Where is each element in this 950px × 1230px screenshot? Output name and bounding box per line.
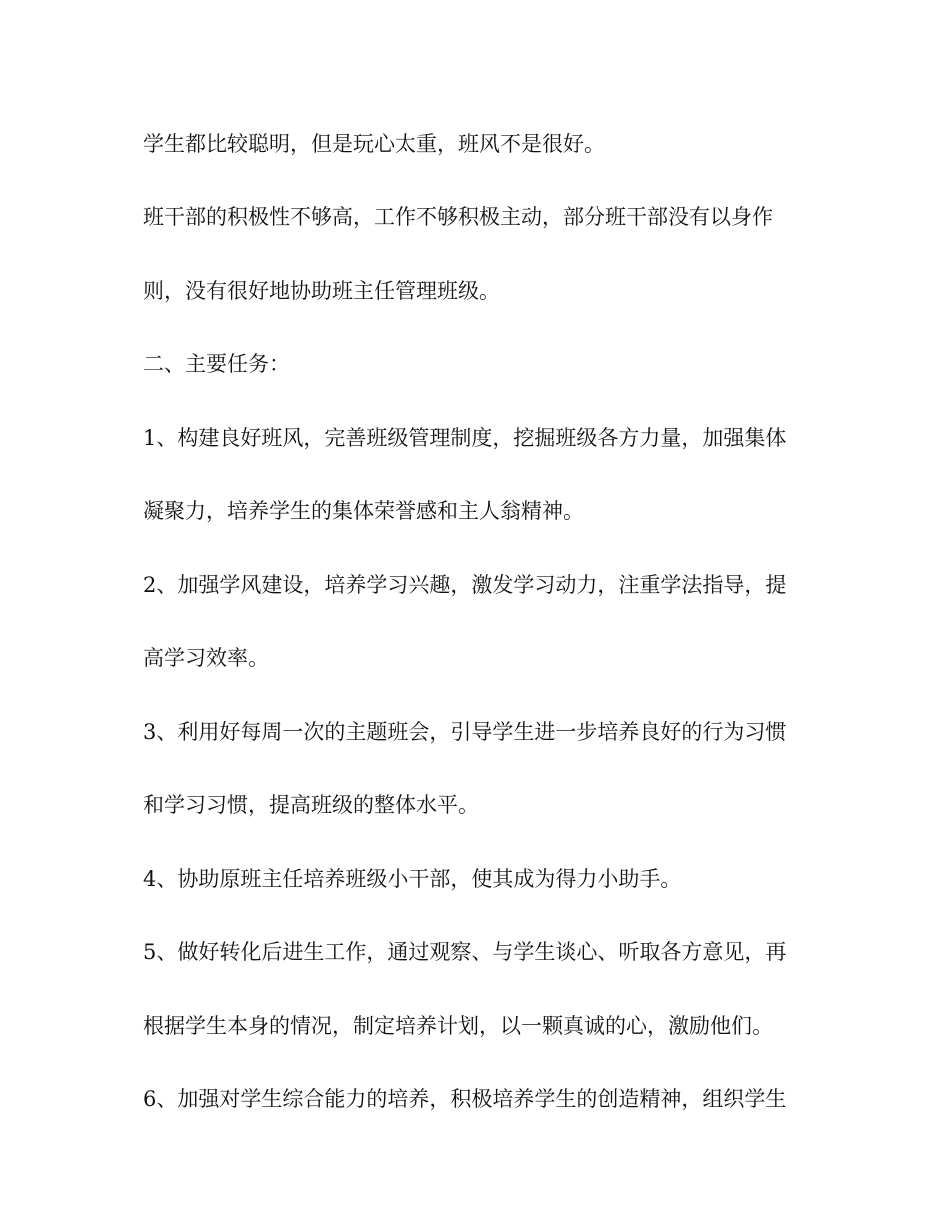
list-item-text: 6、加强对学生综合能力的培养，积极培养学生的创造精神，组织学生 (143, 1087, 787, 1111)
list-item-text: 根据学生本身的情况，制定培养计划，以一颗真诚的心，激励他们。 (143, 1014, 773, 1038)
list-item-text: 凝聚力，培养学生的集体荣誉感和主人翁精神。 (143, 499, 584, 523)
list-item-text: 4、协助原班主任培养班级小干部，使其成为得力小助手。 (143, 867, 682, 891)
list-item-text: 5、做好转化后进生工作，通过观察、与学生谈心、听取各方意见，再 (143, 940, 787, 964)
list-item-text: 1、构建良好班风，完善班级管理制度，挖掘班级各方力量，加强集体 (143, 426, 787, 450)
text-line: 则，没有很好地协助班主任管理班级。 (143, 279, 500, 303)
section-heading: 二、主要任务： (143, 352, 290, 376)
list-item-text: 高学习效率。 (143, 646, 269, 670)
list-item-text: 2、加强学风建设，培养学习兴趣，激发学习动力，注重学法指导，提 (143, 573, 787, 597)
text-line: 学生都比较聪明，但是玩心太重，班风不是很好。 (143, 132, 605, 156)
list-item-text: 和学习习惯，提高班级的整体水平。 (143, 793, 479, 817)
list-item-text: 3、利用好每周一次的主题班会，引导学生进一步培养良好的行为习惯 (143, 720, 787, 744)
text-line: 班干部的积极性不够高，工作不够积极主动，部分班干部没有以身作 (143, 205, 773, 229)
